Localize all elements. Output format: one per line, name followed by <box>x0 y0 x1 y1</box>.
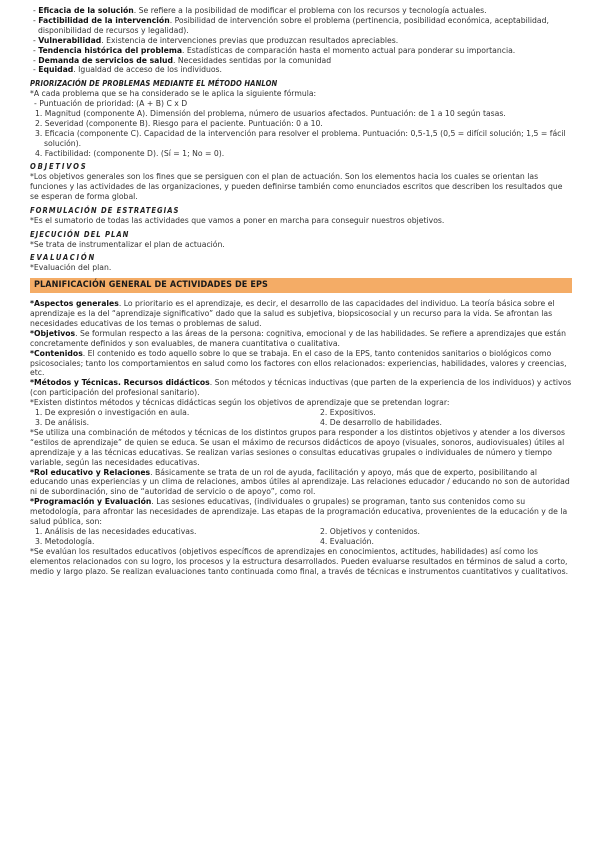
objetivos-heading: OBJETIVOS <box>30 162 88 172</box>
hanlon-intro: *A cada problema que se ha considerado se le aplica la siguiente fórmula: <box>30 89 317 99</box>
list-item: 2. Expositivos. <box>320 408 376 418</box>
criteria-item: - Tendencia histórica del problema. Estadísticas de comparación hasta el momento actual para ponderar su importancia. <box>33 45 516 55</box>
criteria-item: - Demanda de servicios de salud. Necesidades sentidas por la comunidad <box>33 55 332 65</box>
criteria-item: - Eficacia de la solución. Se refiere a la posibilidad de modificar el problema con los recursos y tecnología actuales. <box>33 6 487 15</box>
estrategias-heading: FORMULACIÓN DE ESTRATEGIAS <box>30 206 180 215</box>
hanlon-list-item: 2. Severidad (componente B). Riesgo para el paciente. Puntuación: 0 a 10. <box>35 118 323 128</box>
hanlon-list <box>30 109 572 159</box>
metodos-list <box>30 408 572 428</box>
evaluacion-text: *Evaluación del plan. <box>30 263 112 273</box>
criteria-list <box>30 6 572 75</box>
combinacion-paragraph: *Se utiliza una combinación de métodos y técnicas de los distintos grupos para responder a los distintos objetivos y atender a los diversos “estilos de aprendizaje” de quien se educa. Se usan el máximo de recursos didácticos de apoyo (visuales, sonoros, audiovisuales) útiles al aprendizaje y a las técnicas educativas. Se realizan varias sesiones o consultas educativas grupales o individuales de número y tiempo variable, según las necesidades educativas. <box>30 427 565 467</box>
list-item: 4. Evaluación. <box>320 536 374 546</box>
objetivos-text: *Los objetivos generales son los fines que se persiguen con el plan de actuación. Son los elementos hacia los cuales se orientan las funciones y las actividades de las organizaciones, y pueden definirse también como enunciados escritos que describen los resultados que se esperan de forma global. <box>30 172 563 202</box>
list-item: 3. Metodología. <box>35 536 95 546</box>
ejecucion-heading: EJECUCIÓN DEL PLAN <box>30 229 130 239</box>
metodos-paragraph: *Métodos y Técnicas. Recursos didácticos. Son métodos y técnicas inductivas (que parten de la experiencia de los individuos) y activos (con participación del profesional sanitario). <box>30 378 572 398</box>
objetivos-eps-paragraph: *Objetivos. Se formulan respecto a las áreas de la persona: cognitiva, emocional y de las habilidades. Se refiere a aprendizajes que están concretamente definidos y son evaluables, de manera cuantitativa o cualitativa. <box>30 328 566 348</box>
hanlon-heading: PRIORIZACIÓN DE PROBLEMAS MEDIANTE EL MÉTODO HANLON <box>30 79 278 89</box>
aspectos-paragraph: *Aspectos generales. Lo prioritario es el aprendizaje, es decir, el desarrollo de las capacidades del individuo. La teoría básica sobre el aprendizaje es la del “aprendizaje significativo” dado que la salud es subjetiva, biopsicosocial y un recurso para la vida. Se afrontan las necesidades educativas de los temas o problemas de salud. <box>30 299 555 328</box>
rol-paragraph: *Rol educativo y Relaciones. Básicamente se trata de un rol de ayuda, facilitación y apoyo, más que de experto, posibilitando al educando unas experiencias y un clima de relaciones, ambos útiles al aprendizaje. Las relaciones educador / educando no son de autoridad ni de subordinación, sino de “autoridad de servicio o de apoyo”, como rol. <box>30 467 570 497</box>
criteria-item: - Vulnerabilidad. Existencia de intervenciones previas que produzcan resultados apreciables. <box>33 35 399 45</box>
etapas-list <box>30 527 572 547</box>
hanlon-list-item: 3. Eficacia (componente C). Capacidad de la intervención para resolver el problema. Puntuación: 0,5-1,5 (0,5 = difícil solución; 1,5 = fácil solución). <box>35 128 566 148</box>
hanlon-list-item: 1. Magnitud (componente A). Dimensión del problema, número de usuarios afectados. Puntuación: de 1 a 10 según tasas. <box>35 108 506 118</box>
list-item: 3. De análisis. <box>35 417 90 427</box>
evaluacion-final-paragraph: *Se evalúan los resultados educativos (objetivos específicos de aprendizajes en conocimientos, actitudes, habilidades) así como los elementos relacionados con su logro, los procesos y la estructura desarrollados. Pueden evaluarse resultados en términos de salud a corto, medio y largo plazo. Se realizan evaluaciones tanto continuada como final, a través de técnicas e instrumentos cuantitativos y cualitativos. <box>30 546 569 576</box>
estrategias-text: *Es el sumatorio de todas las actividades que vamos a poner en marcha para conseguir nuestros objetivos. <box>30 215 445 225</box>
list-item: 1. De expresión o investigación en aula. <box>35 408 190 418</box>
hanlon-list-item: 4. Factibilidad: (componente D). (Sí = 1; No = 0). <box>35 148 225 158</box>
hanlon-formula: - Puntuación de prioridad: (A + B) C x D <box>34 99 188 109</box>
section-banner: PLANIFICACIÓN GENERAL DE ACTIVIDADES DE EPS <box>30 278 572 293</box>
criteria-item: - Factibilidad de la intervención. Posibilidad de intervención sobre el problema (pertinencia, posibilidad económica, aceptabilidad, disponibilidad de recursos y legalidad). <box>33 15 549 35</box>
list-item: 1. Análisis de las necesidades educativas. <box>35 526 197 536</box>
metodos-intro: *Existen distintos métodos y técnicas didácticas según los objetivos de aprendizaje que se pretendan lograr: <box>30 398 450 408</box>
evaluacion-heading: EVALUACIÓN <box>30 253 97 263</box>
criteria-item: - Equidad. Igualdad de acceso de los individuos. <box>33 65 223 75</box>
contenidos-paragraph: *Contenidos. El contenido es todo aquello sobre lo que se trabaja. En el caso de la EPS, tanto contenidos sanitarios o biológicos como psicosociales; tanto los comportamientos en salud como los factores con ellos relacionados: experiencias, habilidades, valores y creencias, etc. <box>30 348 567 378</box>
list-item: 4. De desarrollo de habilidades. <box>320 417 442 427</box>
list-item: 2. Objetivos y contenidos. <box>320 526 421 536</box>
programacion-paragraph: *Programación y Evaluación. Las sesiones educativas, (individuales o grupales) se programan, tanto sus contenidos como su metodología, para afrontar las necesidades de aprendizaje. Las etapas de la programación educativa, provenientes de la educación y de la salud pública, son: <box>30 497 568 527</box>
ejecucion-text: *Se trata de instrumentalizar el plan de actuación. <box>30 239 225 249</box>
